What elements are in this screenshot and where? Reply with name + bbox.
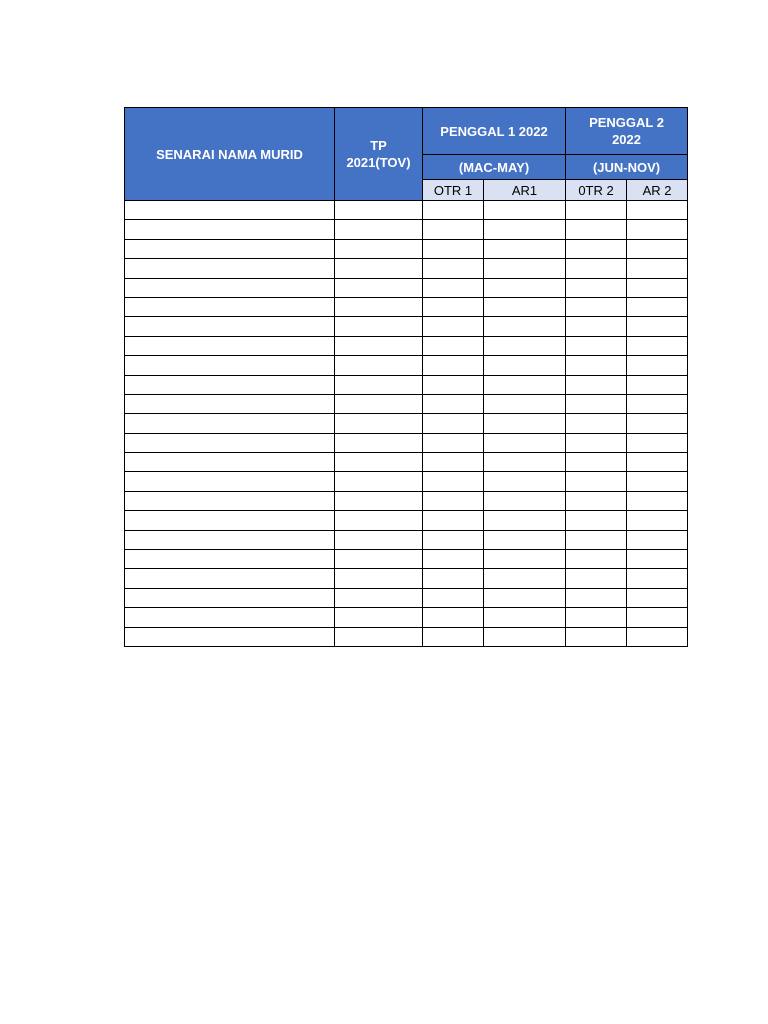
otr-2-cell[interactable] [566, 201, 627, 220]
otr-2-cell[interactable] [566, 259, 627, 278]
ar-2-cell[interactable] [627, 394, 688, 413]
table-row [125, 491, 688, 510]
table-row [125, 511, 688, 530]
otr-1-cell[interactable] [423, 317, 484, 336]
student-name-cell[interactable] [125, 336, 335, 355]
table-row [125, 375, 688, 394]
table-row [125, 453, 688, 472]
table-row [125, 220, 688, 239]
otr-2-cell[interactable] [566, 375, 627, 394]
otr-2-cell[interactable] [566, 608, 627, 627]
penggal-2-range-header: (JUN-NOV) [566, 155, 688, 180]
student-name-cell[interactable] [125, 569, 335, 588]
otr-1-cell[interactable] [423, 297, 484, 316]
student-name-cell[interactable] [125, 239, 335, 258]
otr-2-cell[interactable] [566, 394, 627, 413]
student-name-header: SENARAI NAMA MURID [125, 108, 335, 201]
student-name-cell[interactable] [125, 608, 335, 627]
ar-2-cell[interactable] [627, 259, 688, 278]
ar-2-cell[interactable] [627, 569, 688, 588]
otr-1-cell[interactable] [423, 588, 484, 607]
tp-tov-cell[interactable] [335, 414, 423, 433]
ar-2-cell[interactable] [627, 317, 688, 336]
ar-2-cell[interactable] [627, 530, 688, 549]
tp-tov-cell[interactable] [335, 491, 423, 510]
otr-1-cell[interactable] [423, 239, 484, 258]
student-name-cell[interactable] [125, 433, 335, 452]
otr-2-cell[interactable] [566, 550, 627, 569]
ar-1-cell[interactable] [484, 297, 566, 316]
otr-1-cell[interactable] [423, 550, 484, 569]
tp-tov-cell[interactable] [335, 433, 423, 452]
otr-1-cell[interactable] [423, 414, 484, 433]
otr-1-cell[interactable] [423, 472, 484, 491]
tp-tov-cell[interactable] [335, 259, 423, 278]
table-body [125, 201, 688, 647]
ar-1-cell[interactable] [484, 608, 566, 627]
tp-tov-cell[interactable] [335, 453, 423, 472]
ar-1-cell[interactable] [484, 569, 566, 588]
tp-tov-cell[interactable] [335, 201, 423, 220]
ar-1-cell[interactable] [484, 453, 566, 472]
otr-2-header: 0TR 2 [566, 180, 627, 201]
student-name-cell[interactable] [125, 394, 335, 413]
ar-2-cell[interactable] [627, 491, 688, 510]
otr-2-cell[interactable] [566, 453, 627, 472]
student-name-cell[interactable] [125, 201, 335, 220]
otr-1-cell[interactable] [423, 394, 484, 413]
ar-1-cell[interactable] [484, 201, 566, 220]
tp-tov-cell[interactable] [335, 530, 423, 549]
table-header [125, 108, 688, 201]
tp-tov-cell[interactable] [335, 627, 423, 646]
ar-1-cell[interactable] [484, 550, 566, 569]
ar-1-cell[interactable] [484, 394, 566, 413]
otr-2-cell[interactable] [566, 627, 627, 646]
student-name-cell[interactable] [125, 472, 335, 491]
ar-1-cell[interactable] [484, 511, 566, 530]
tp-tov-cell[interactable] [335, 278, 423, 297]
table-row [125, 588, 688, 607]
table-row [125, 472, 688, 491]
tp-tov-cell[interactable] [335, 220, 423, 239]
ar-1-cell[interactable] [484, 375, 566, 394]
table-row [125, 297, 688, 316]
tp-tov-cell[interactable] [335, 588, 423, 607]
student-name-cell[interactable] [125, 297, 335, 316]
ar-2-cell[interactable] [627, 588, 688, 607]
student-name-cell[interactable] [125, 453, 335, 472]
ar-2-cell[interactable] [627, 511, 688, 530]
ar-2-cell[interactable] [627, 201, 688, 220]
student-name-cell[interactable] [125, 627, 335, 646]
table-row [125, 550, 688, 569]
table-row [125, 569, 688, 588]
table-row [125, 608, 688, 627]
otr-1-cell[interactable] [423, 336, 484, 355]
student-name-cell[interactable] [125, 530, 335, 549]
ar-2-cell[interactable] [627, 336, 688, 355]
tp-tov-cell[interactable] [335, 297, 423, 316]
otr-1-cell[interactable] [423, 491, 484, 510]
student-name-cell[interactable] [125, 588, 335, 607]
ar-1-cell[interactable] [484, 530, 566, 549]
otr-2-cell[interactable] [566, 278, 627, 297]
student-name-cell[interactable] [125, 278, 335, 297]
table-row [125, 317, 688, 336]
tp-tov-cell[interactable] [335, 356, 423, 375]
ar-2-cell[interactable] [627, 278, 688, 297]
table-row [125, 356, 688, 375]
otr-2-cell[interactable] [566, 491, 627, 510]
ar-1-cell[interactable] [484, 259, 566, 278]
ar-2-cell[interactable] [627, 220, 688, 239]
table-row [125, 201, 688, 220]
student-name-cell[interactable] [125, 511, 335, 530]
otr-2-cell[interactable] [566, 356, 627, 375]
tp-tov-cell[interactable] [335, 608, 423, 627]
ar-1-cell[interactable] [484, 356, 566, 375]
tp-tov-cell[interactable] [335, 472, 423, 491]
otr-2-cell[interactable] [566, 472, 627, 491]
otr-1-cell[interactable] [423, 201, 484, 220]
tp-tov-header: TP 2021(TOV) [335, 108, 423, 201]
table-row [125, 259, 688, 278]
otr-2-cell[interactable] [566, 569, 627, 588]
ar-1-cell[interactable] [484, 414, 566, 433]
ar-1-cell[interactable] [484, 278, 566, 297]
student-name-cell[interactable] [125, 491, 335, 510]
otr-1-cell[interactable] [423, 278, 484, 297]
otr-2-cell[interactable] [566, 414, 627, 433]
ar-1-header: AR1 [484, 180, 566, 201]
student-name-cell[interactable] [125, 414, 335, 433]
table-row [125, 530, 688, 549]
otr-1-cell[interactable] [423, 375, 484, 394]
otr-1-cell[interactable] [423, 569, 484, 588]
ar-2-header: AR 2 [627, 180, 688, 201]
ar-2-cell[interactable] [627, 453, 688, 472]
ar-2-cell[interactable] [627, 375, 688, 394]
ar-1-cell[interactable] [484, 627, 566, 646]
ar-1-cell[interactable] [484, 433, 566, 452]
student-name-cell[interactable] [125, 550, 335, 569]
otr-1-cell[interactable] [423, 220, 484, 239]
ar-1-cell[interactable] [484, 239, 566, 258]
ar-1-cell[interactable] [484, 588, 566, 607]
otr-2-cell[interactable] [566, 317, 627, 336]
ar-1-cell[interactable] [484, 472, 566, 491]
otr-1-header: OTR 1 [423, 180, 484, 201]
table-row [125, 336, 688, 355]
penggal-2-header: PENGGAL 2 2022 [566, 108, 688, 155]
ar-2-cell[interactable] [627, 627, 688, 646]
otr-2-cell[interactable] [566, 239, 627, 258]
ar-2-cell[interactable] [627, 550, 688, 569]
tp-tov-cell[interactable] [335, 394, 423, 413]
otr-1-cell[interactable] [423, 511, 484, 530]
tp-tov-cell[interactable] [335, 375, 423, 394]
student-name-cell[interactable] [125, 317, 335, 336]
table-row [125, 394, 688, 413]
student-name-cell[interactable] [125, 356, 335, 375]
student-name-cell[interactable] [125, 259, 335, 278]
ar-2-cell[interactable] [627, 472, 688, 491]
otr-1-cell[interactable] [423, 608, 484, 627]
penggal-1-header: PENGGAL 1 2022 [423, 108, 566, 155]
ar-2-cell[interactable] [627, 297, 688, 316]
otr-2-cell[interactable] [566, 588, 627, 607]
student-name-cell[interactable] [125, 375, 335, 394]
otr-2-cell[interactable] [566, 220, 627, 239]
otr-2-cell[interactable] [566, 530, 627, 549]
otr-2-cell[interactable] [566, 511, 627, 530]
table-row [125, 239, 688, 258]
student-record-table [124, 107, 688, 647]
otr-1-cell[interactable] [423, 627, 484, 646]
ar-1-cell[interactable] [484, 317, 566, 336]
ar-1-cell[interactable] [484, 336, 566, 355]
tp-tov-cell[interactable] [335, 511, 423, 530]
tp-tov-cell[interactable] [335, 569, 423, 588]
otr-1-cell[interactable] [423, 433, 484, 452]
table-row [125, 414, 688, 433]
otr-1-cell[interactable] [423, 530, 484, 549]
otr-2-cell[interactable] [566, 433, 627, 452]
ar-2-cell[interactable] [627, 608, 688, 627]
otr-2-cell[interactable] [566, 297, 627, 316]
ar-2-cell[interactable] [627, 239, 688, 258]
otr-1-cell[interactable] [423, 259, 484, 278]
ar-2-cell[interactable] [627, 414, 688, 433]
otr-2-cell[interactable] [566, 336, 627, 355]
ar-2-cell[interactable] [627, 356, 688, 375]
otr-1-cell[interactable] [423, 453, 484, 472]
otr-1-cell[interactable] [423, 356, 484, 375]
tp-tov-cell[interactable] [335, 336, 423, 355]
tp-tov-cell[interactable] [335, 239, 423, 258]
tp-tov-cell[interactable] [335, 317, 423, 336]
penggal-1-range-header: (MAC-MAY) [423, 155, 566, 180]
ar-1-cell[interactable] [484, 220, 566, 239]
ar-2-cell[interactable] [627, 433, 688, 452]
student-name-cell[interactable] [125, 220, 335, 239]
tp-tov-cell[interactable] [335, 550, 423, 569]
table-row [125, 627, 688, 646]
ar-1-cell[interactable] [484, 491, 566, 510]
table-row [125, 278, 688, 297]
table-row [125, 433, 688, 452]
